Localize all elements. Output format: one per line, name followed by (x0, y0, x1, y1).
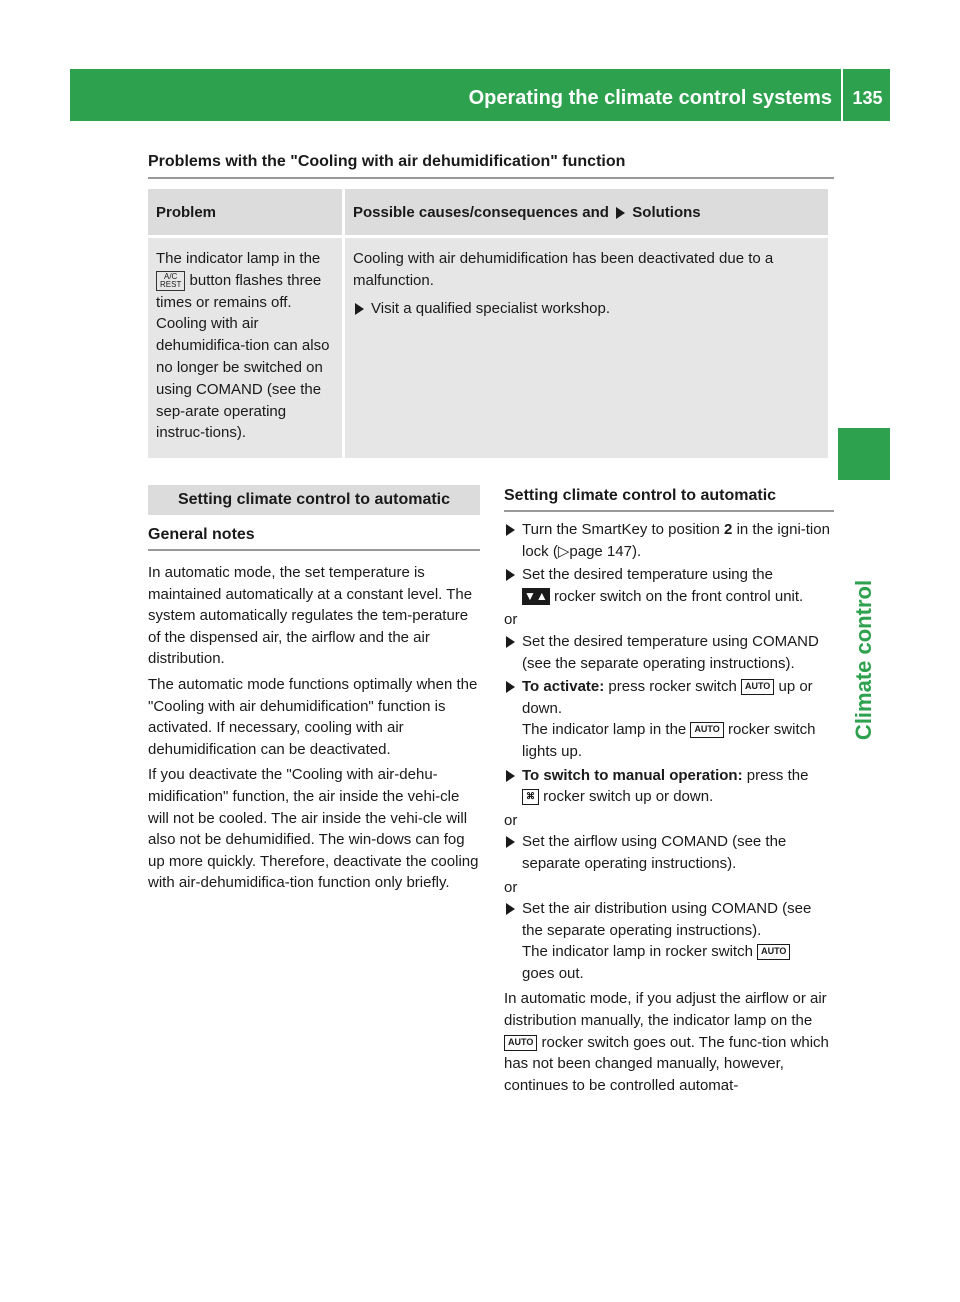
auto-icon: AUTO (741, 679, 774, 695)
auto-icon: AUTO (757, 944, 790, 960)
fan-icon: ⌘ (522, 789, 539, 805)
instruction-step (504, 765, 836, 808)
problems-table (145, 186, 831, 461)
step-arrow-icon (506, 636, 515, 648)
step-arrow-icon (506, 903, 515, 915)
page-number: 135 (852, 88, 883, 108)
step-text: goes out. (522, 964, 584, 982)
step-arrow-icon (506, 569, 515, 581)
instruction-step (504, 564, 836, 607)
step-text: rocker switch on the front control unit. (553, 587, 804, 605)
instruction-step (504, 519, 836, 562)
chapter-label-box (840, 579, 888, 741)
step-arrow-icon (506, 524, 515, 536)
step-text: The indicator lamp in the (522, 721, 687, 739)
problems-section-title: Problems with the "Cooling with air dehumidification" function (148, 153, 626, 170)
paragraph-text: In automatic mode, if you adjust the airflow or air distribution manually, the indicator lamp on the (504, 990, 827, 1030)
step-text: rocker switch lights up. (522, 721, 816, 760)
step-label: To activate: (522, 678, 605, 696)
step-arrow-icon (506, 681, 515, 693)
step-text: Set the desired temperature using the (522, 566, 773, 584)
paragraph-text: rocker switch goes out. The func-tion which has not been changed manually, however, continues to be controlled automat- (504, 1033, 829, 1094)
solutions-column-header (345, 189, 828, 235)
problem-text-1: The indicator lamp in the (156, 250, 321, 267)
solutions-header-text: Possible causes/consequences and (353, 203, 609, 221)
instruction-step (504, 898, 836, 984)
ac-key-top: A/C (164, 271, 178, 281)
solutions-header-text-2: Solutions (632, 203, 701, 221)
temperature-rocker-icon: ▼▲ (524, 589, 548, 604)
problem-cell (148, 238, 342, 458)
auto-icon: AUTO (504, 1035, 537, 1051)
step-text: The indicator lamp in rocker switch (522, 943, 753, 961)
cause-text: Cooling with air dehumidification has been deactivated due to a malfunction. (353, 250, 774, 289)
step-text: up or down. (522, 678, 813, 717)
ac-key-bottom: REST (160, 279, 182, 289)
problem-column-header: Problem (148, 189, 342, 235)
subheading-rule (148, 549, 480, 551)
left-body (148, 562, 483, 898)
step-text: Set the airflow using COMAND (see the separate operating instructions). (522, 833, 787, 872)
table-row (148, 238, 828, 458)
step-label: To switch to manual operation: (522, 766, 743, 784)
left-gray-heading: Setting climate control to automatic (148, 485, 480, 515)
solution-step (353, 298, 820, 320)
step-arrow-icon (506, 770, 515, 782)
instruction-step (504, 631, 836, 674)
chapter-tab (838, 428, 890, 480)
header-title: Operating the climate control systems (468, 87, 832, 109)
header-bar (70, 69, 890, 121)
chapter-label: Climate control (851, 579, 876, 741)
table-header-row (148, 189, 828, 235)
right-body (504, 519, 836, 1100)
step-text: Set the air distribution using COMAND (see the separate operating instructions). (522, 900, 812, 939)
section-rule (148, 177, 834, 179)
instruction-step (504, 676, 836, 762)
right-heading: Setting climate control to automatic (504, 487, 777, 504)
page-ref-arrow-icon: ▷ (557, 542, 570, 560)
or-separator: or (504, 878, 518, 896)
step-arrow-icon (355, 303, 364, 315)
auto-icon: AUTO (690, 722, 723, 738)
paragraph: The automatic mode functions optimally when the "Cooling with air dehumidification" function is activated. If necessary, cooling with air dehumidification can be deactivated. (148, 675, 478, 758)
paragraph (504, 988, 836, 1096)
or-separator: or (504, 611, 518, 629)
step-arrow-icon (506, 836, 515, 848)
arrow-icon (616, 207, 625, 219)
header-divider (841, 69, 843, 121)
step-text: press the (746, 766, 809, 784)
step-text: rocker switch up or down. (543, 788, 714, 806)
solution-cell (345, 238, 828, 458)
paragraph: In automatic mode, the set temperature is maintained automatically at a constant level. The system automatically regulates the tem-perature of the dispensed air, the airflow and the air distribution. (148, 564, 473, 668)
or-separator: or (504, 811, 518, 829)
solution-text: Visit a qualified specialist workshop. (371, 299, 611, 317)
position-value: 2 (724, 521, 733, 538)
paragraph: If you deactivate the "Cooling with air-dehu-midification" function, the air inside the vehi-cle will not be cooled. The air inside the vehi-cle will also not be dehumidified. The win-dows can fog up more quickly. Therefore, deactivate the cooling with air-dehumidifica-tion function only briefly. (148, 766, 479, 892)
right-heading-rule (504, 510, 834, 512)
general-notes-heading: General notes (148, 526, 255, 543)
step-text: Turn the SmartKey to position (522, 521, 720, 538)
step-text: in the igni-tion lock ( (522, 521, 830, 560)
problem-text-2: button flashes three times or remains off. Cooling with air dehumidifica-tion can also no longer be switched on using COMAND (see the sep-arate operating instruc-tions). (156, 271, 330, 442)
ac-button-icon (156, 271, 185, 291)
page-reference[interactable]: page 147). (569, 542, 642, 560)
step-text: Set the desired temperature using COMAND (see the separate operating instructions). (522, 632, 819, 672)
instruction-step (504, 831, 836, 874)
step-text: press rocker switch (608, 678, 737, 696)
